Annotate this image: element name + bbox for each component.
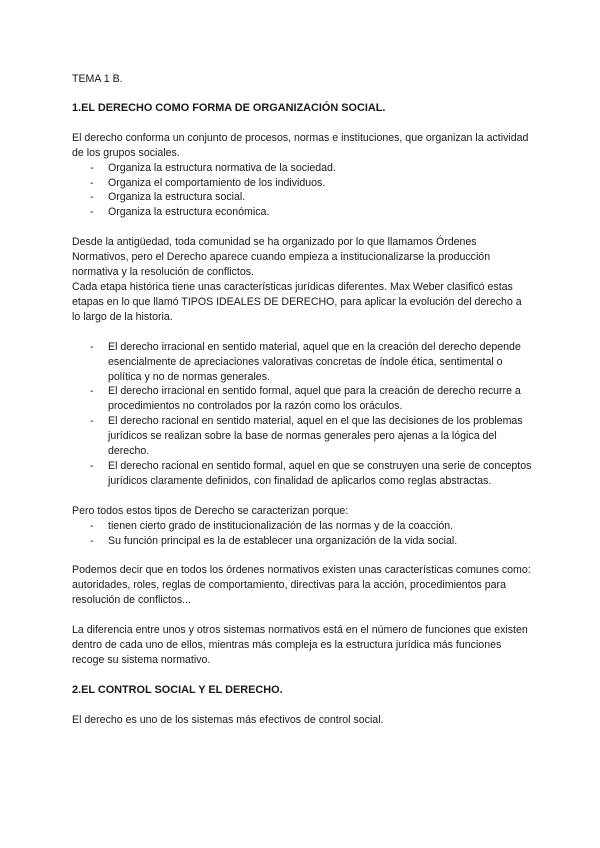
dash-bullet: - [90, 534, 94, 547]
dash-bullet: - [90, 385, 94, 398]
list-item: - Organiza la estructura económica. [90, 206, 270, 219]
dash-bullet: - [90, 519, 94, 532]
dash-bullet: - [90, 459, 94, 472]
characteristics-intro: Pero todos estos tipos de Derecho se caracterizan porque: [72, 504, 349, 517]
list-item: - Organiza el comportamiento de los individuos. [90, 176, 326, 189]
section-2-heading: 2.EL CONTROL SOCIAL Y EL DERECHO. [72, 683, 283, 696]
section-1-intro: El derecho conforma un conjunto de procesos, normas e instituciones, que organizan la actividad de los grupos sociales. [72, 131, 529, 159]
ideal-types-list [72, 340, 532, 489]
section-1-heading: 1.EL DERECHO COMO FORMA DE ORGANIZACIÓN SOCIAL. [72, 101, 386, 114]
antiquity-paragraph: Desde la antigüedad, toda comunidad se ha organizado por lo que llamamos Órdenes Normativos, pero el Derecho aparece cuando empieza a institucionalizarse la producción normativa y la resolución de conflictos. [72, 236, 491, 279]
document-title: TEMA 1 B. [72, 73, 123, 85]
list-item: - El derecho irracional en sentido formal, aquel que para la creación de derecho recurre a procedimientos no controlados por la razón como los oráculos. [90, 385, 521, 413]
dash-bullet: - [90, 206, 94, 219]
dash-bullet: - [90, 176, 94, 189]
list-item: - El derecho racional en sentido formal, aquel en que se construyen una serie de conceptos jurídicos claramente definidos, con finalidad de aplicarlos como reglas abstractas. [90, 459, 532, 487]
list-item: - Su función principal es la de establecer una organización de la vida social. [90, 534, 458, 547]
dash-bullet: - [90, 191, 94, 204]
dash-bullet: - [90, 340, 94, 353]
dash-bullet: - [90, 161, 94, 174]
difference-paragraph: La diferencia entre unos y otros sistemas normativos está en el número de funciones que existen dentro de cada uno de ellos, mientras más compleja es la estructura jurídica más funciones recoge su sistema normativo. [72, 624, 528, 666]
structure-list [72, 161, 532, 221]
list-item: - Organiza la estructura normativa de la sociedad. [90, 161, 336, 174]
list-item: - El derecho irracional en sentido material, aquel que en la creación del derecho depende esencialmente de apreciaciones valorativas concretas de índole ética, sentimental o política y no de normas generales. [90, 340, 521, 383]
section-2-paragraph: El derecho es uno de los sistemas más efectivos de control social. [72, 713, 384, 726]
characteristics-list [72, 519, 532, 549]
list-item: - tienen cierto grado de institucionalización de las normas y de la coacción. [90, 519, 454, 532]
list-item: - Organiza la estructura social. [90, 191, 246, 204]
list-item: - El derecho racional en sentido material, aquel en el que las decisiones de los problemas jurídicos se realizan sobre la base de normas generales pero ajenas a la lógica del derecho. [90, 415, 523, 458]
document-page [72, 72, 532, 728]
dash-bullet: - [90, 415, 94, 428]
weber-paragraph: Cada etapa histórica tiene unas características jurídicas diferentes. Max Weber clasificó estas etapas en lo que llamó TIPOS IDEALES DE DERECHO, para aplicar la evolución del derecho a lo largo de la historia. [72, 280, 522, 323]
common-features-paragraph: Podemos decir que en todos los órdenes normativos existen unas características comunes como: autoridades, roles, reglas de comportamiento, directivas para la acción, procedimientos para resolución de conflictos... [72, 564, 531, 607]
